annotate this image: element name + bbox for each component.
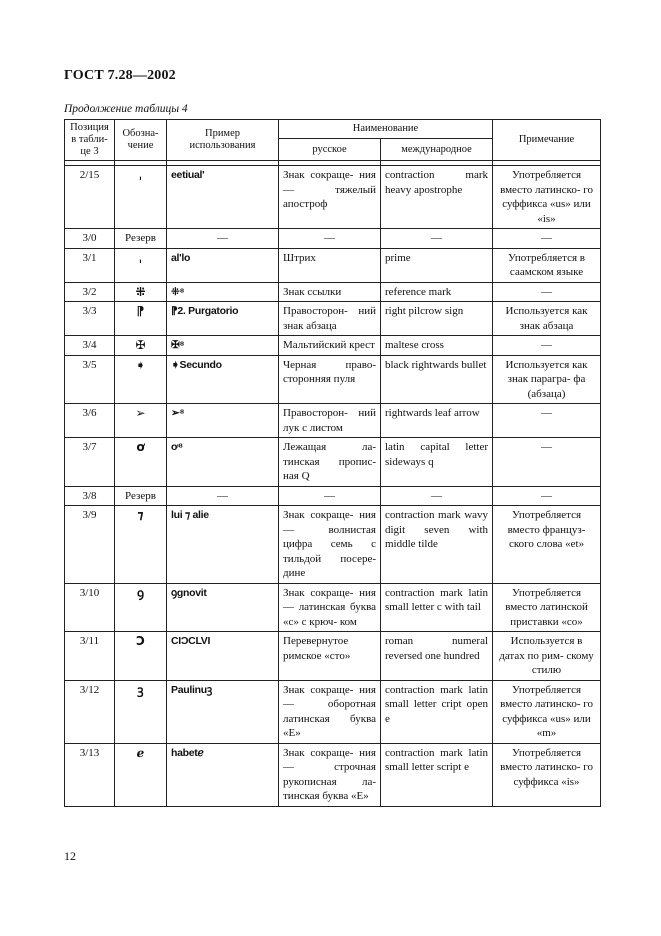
table-row [65,166,601,229]
cell-name-ru: Знак сокраще- ния — латинская буква «c» с крюч- ком [279,583,381,632]
cell-name-int: black rightwards bullet [381,355,493,404]
cell-example: ✠⁸ [167,336,279,356]
table-row [65,336,601,356]
table-row [65,229,601,249]
cell-note: — [493,229,601,249]
cell-note: Употребляется вместо латинско- го суффикса «us» или «m» [493,680,601,743]
cell-position: 3/1 [65,248,115,282]
cell-example: — [167,486,279,506]
cell-example: eetiual' [167,166,279,229]
cell-name-int: contraction mark wavy digit seven with middle tilde [381,506,493,584]
cell-position: 3/3 [65,302,115,336]
table-row [65,506,601,584]
cell-name-int: contraction mark heavy apostrophe [381,166,493,229]
cell-symbol: ℯ [115,743,167,806]
symbol-table [64,119,601,807]
cell-note: Используется как знак абзаца [493,302,601,336]
cell-note: Употребляется вместо латинско- го суффикса «is» [493,743,601,806]
cell-note: Употребляется вместо латинской приставки «co» [493,583,601,632]
table-row [65,583,601,632]
cell-symbol: ˌ [115,248,167,282]
cell-position: 3/13 [65,743,115,806]
cell-name-ru: Знак сокраще- ния — оборотная латинская буква «E» [279,680,381,743]
cell-name-ru: Знак сокраще- ния — тяжелый апостроф [279,166,381,229]
col-header-example: Пример использования [167,120,279,161]
col-header-note: Примечание [493,120,601,161]
cell-position: 3/10 [65,583,115,632]
cell-name-ru: Перевернутое римское «сто» [279,632,381,681]
cell-name-ru: Знак ссылки [279,282,381,302]
cell-example: lui ⁊ alie [167,506,279,584]
standard-header: ГОСТ 7.28—2002 [64,68,176,83]
cell-example: ⁜⁸ [167,282,279,302]
cell-name-int: — [381,486,493,506]
cell-symbol: ➧ [115,355,167,404]
cell-symbol: ⁊ [115,506,167,584]
table-row [65,680,601,743]
cell-example: Paulinuꝫ [167,680,279,743]
cell-example: ⁋2. Purgatorio [167,302,279,336]
table-row [65,302,601,336]
cell-example: ơ⁸ [167,438,279,487]
col-header-name-int: международное [381,139,493,161]
cell-symbol: ➢ [115,404,167,438]
cell-position: 3/7 [65,438,115,487]
cell-name-ru: — [279,486,381,506]
cell-position: 3/0 [65,229,115,249]
table-continuation-caption: Продолжение таблицы 4 [64,103,188,115]
col-header-position: Позиция в табли- це 3 [65,120,115,161]
cell-name-int: latin capital letter sideways q [381,438,493,487]
cell-position: 3/11 [65,632,115,681]
cell-name-ru: Знак сокраще- ния — волнистая цифра семь с тильдой посере- дине [279,506,381,584]
cell-note: Используется в датах по рим- скому стилю [493,632,601,681]
table-row [65,404,601,438]
cell-symbol: Ɔ [115,632,167,681]
cell-name-ru: Знак сокраще- ния — строчная рукописная ла- тинская буква «E» [279,743,381,806]
col-header-name-ru: русское [279,139,381,161]
cell-symbol: ꝫ [115,680,167,743]
cell-example: ➧Secundo [167,355,279,404]
cell-position: 3/2 [65,282,115,302]
table-row [65,743,601,806]
cell-name-int: reference mark [381,282,493,302]
cell-note: Употребляется вместо латинско- го суффикса «us» или «is» [493,166,601,229]
cell-name-int: roman numeral reversed one hundred [381,632,493,681]
cell-note: Употребляется вместо француз- ского слова «et» [493,506,601,584]
table-row [65,632,601,681]
cell-name-int: maltese cross [381,336,493,356]
cell-name-ru: Черная право- сторонняя пуля [279,355,381,404]
cell-example: al'lo [167,248,279,282]
page-number: 12 [64,849,76,863]
cell-name-int: contraction mark latin small letter c with tail [381,583,493,632]
cell-note: — [493,486,601,506]
table-row [65,282,601,302]
cell-name-int: contraction mark latin small letter cript open e [381,680,493,743]
cell-name-ru: Мальтийский крест [279,336,381,356]
col-header-name-group: Наименование [279,120,493,139]
cell-example: CIƆCLVI [167,632,279,681]
cell-note: — [493,336,601,356]
cell-symbol: ˌ [115,166,167,229]
cell-name-int: contraction mark latin small letter script e [381,743,493,806]
cell-symbol: ⁋ [115,302,167,336]
table-row [65,248,601,282]
cell-example: habetℯ [167,743,279,806]
table-row [65,355,601,404]
cell-example: — [167,229,279,249]
cell-name-ru: — [279,229,381,249]
cell-note: — [493,282,601,302]
cell-symbol: ơ [115,438,167,487]
cell-example: ꝯgnovit [167,583,279,632]
cell-position: 2/15 [65,166,115,229]
cell-symbol: ꝯ [115,583,167,632]
cell-name-ru: Правосторон- ний лук с листом [279,404,381,438]
cell-name-ru: Лежащая ла- тинская пропис- ная Q [279,438,381,487]
cell-name-ru: Штрих [279,248,381,282]
cell-position: 3/8 [65,486,115,506]
cell-note: Употребляется в саамском языке [493,248,601,282]
cell-symbol: ⁜ [115,282,167,302]
cell-position: 3/9 [65,506,115,584]
cell-name-int: prime [381,248,493,282]
cell-note: — [493,404,601,438]
cell-note: — [493,438,601,487]
table-body [65,166,601,807]
col-header-symbol: Обозна- чение [115,120,167,161]
table-row [65,438,601,487]
cell-example: ➢⁸ [167,404,279,438]
cell-position: 3/4 [65,336,115,356]
cell-symbol: Резерв [115,229,167,249]
cell-position: 3/12 [65,680,115,743]
cell-position: 3/6 [65,404,115,438]
cell-name-int: rightwards leaf arrow [381,404,493,438]
cell-name-int: — [381,229,493,249]
cell-name-int: right pilcrow sign [381,302,493,336]
cell-symbol: ✠ [115,336,167,356]
cell-symbol: Резерв [115,486,167,506]
cell-note: Используется как знак парагра- фа (абзаца) [493,355,601,404]
cell-name-ru: Правосторон- ний знак абзаца [279,302,381,336]
cell-position: 3/5 [65,355,115,404]
table-row [65,486,601,506]
